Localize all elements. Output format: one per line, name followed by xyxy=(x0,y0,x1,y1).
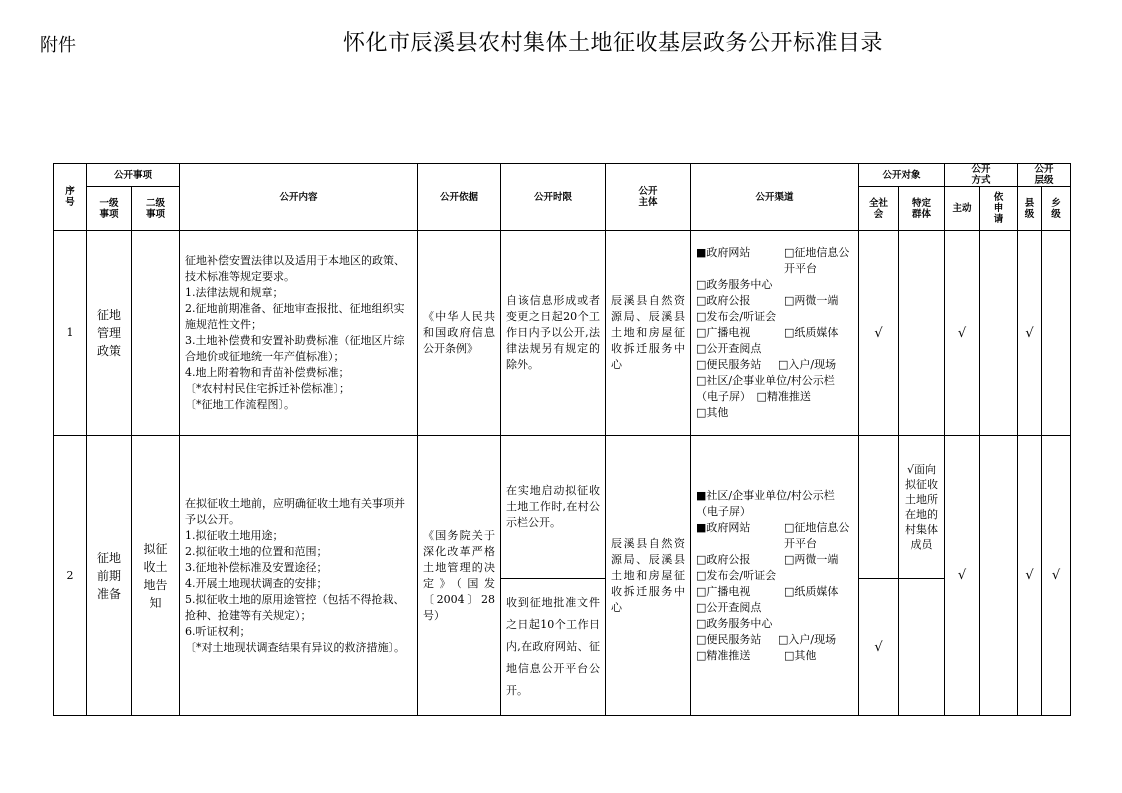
row-level2-item xyxy=(132,231,180,436)
row-level2-item: 拟征收土地告知 xyxy=(132,436,180,716)
channel-item: □便民服务站 xyxy=(696,358,762,371)
document-title: 怀化市辰溪县农村集体土地征收基层政务公开标准目录 xyxy=(343,31,884,56)
row-level-county: √ xyxy=(1018,231,1042,436)
table-row xyxy=(54,436,1071,579)
row-seq: 1 xyxy=(54,231,87,436)
row-target-specific xyxy=(899,231,945,436)
channel-item: □其他 xyxy=(784,648,817,662)
header-method-active: 主动 xyxy=(945,187,980,231)
channel-item: □广播电视 xyxy=(696,584,751,598)
channel-item: □入户/现场 xyxy=(778,632,837,646)
header-public-items: 公开事项 xyxy=(87,164,180,187)
channel-item: □发布会/听证会 xyxy=(696,310,777,323)
channel-item: ■社区/企事业单位/村公示栏（电子屏） xyxy=(696,488,835,518)
header-basis: 公开依据 xyxy=(418,164,501,231)
row-content: 征地补偿安置法律以及适用于本地区的政策、技术标准等规定要求。 1.法律法规和规章； 2.征地前期准备、征地审查报批、征地组织实施规范性文件； 3.土地补偿费和安置补助费标准（征地区片综合地价或征地统一年产值标准）； 4.地上附着物和青苗补偿费标准； 〔*农村村民住宅拆迁补偿标准〕； 〔*征地工作流程图〕。 xyxy=(180,231,418,436)
row-level1-item: 征地管理政策 xyxy=(87,231,132,436)
channel-item: ■政府网站 xyxy=(696,246,751,259)
header-target-specific: 特定群体 xyxy=(899,187,945,231)
channel-item: □发布会/听证会 xyxy=(696,568,777,582)
row-channels xyxy=(691,231,859,436)
header-level1-item: 一级事项 xyxy=(87,187,132,231)
row-method-request xyxy=(980,231,1018,436)
header-level-county: 县级 xyxy=(1018,187,1042,231)
row-level1-item: 征地前期准备 xyxy=(87,436,132,716)
row-target-specific-b xyxy=(899,579,945,716)
channel-item: □公开查阅点 xyxy=(696,600,762,614)
channel-item: □政务服务中心 xyxy=(696,278,773,291)
row-time-limit-b: 收到征地批准文件之日起10个工作日内,在政府网站、征地信息公开平台公开。 xyxy=(501,579,606,716)
row-method-active: √ xyxy=(945,231,980,436)
channel-item: □两微一端 xyxy=(784,294,839,307)
channel-item: □政府公报 xyxy=(696,294,751,307)
row-seq: 2 xyxy=(54,436,87,716)
channel-item: □征地信息公开平台 xyxy=(784,520,850,550)
header-method-request: 依申请 xyxy=(980,187,1018,231)
channel-item: □政务服务中心 xyxy=(696,616,773,630)
channel-item: □广播电视 xyxy=(696,326,751,339)
channel-item: □纸质媒体 xyxy=(784,326,839,339)
catalog-table xyxy=(53,163,1071,716)
header-seq: 序号 xyxy=(54,164,87,231)
header-channel: 公开渠道 xyxy=(691,164,859,231)
row-time-limit-a: 在实地启动拟征收土地工作时,在村公示栏公开。 xyxy=(501,436,606,579)
row-level-county: √ xyxy=(1018,436,1042,716)
channel-item: □便民服务站 xyxy=(696,632,762,646)
channel-item: □征地信息公开平台 xyxy=(784,246,850,275)
attachment-label: 附件 xyxy=(40,35,76,56)
row-method-active: √ xyxy=(945,436,980,716)
row-basis: 《中华人民共和国政府信息公开条例》 xyxy=(418,231,501,436)
row-subject: 辰溪县自然资源局、辰溪县土地和房屋征收拆迁服务中心 xyxy=(606,231,691,436)
row-level-town: √ xyxy=(1042,436,1071,716)
row-channels xyxy=(691,436,859,716)
channel-item: □其他 xyxy=(696,406,729,419)
row-time-limit: 自该信息形成或者变更之日起20个工作日内予以公开,法律法规另有规定的除外。 xyxy=(501,231,606,436)
row-subject: 辰溪县自然资源局、辰溪县土地和房屋征收拆迁服务中心 xyxy=(606,436,691,716)
header-level2-item: 二级事项 xyxy=(132,187,180,231)
channel-item: □社区/企事业单位/村公示栏（电子屏） xyxy=(696,374,835,403)
table-row xyxy=(54,231,1071,436)
channel-item: □两微一端 xyxy=(784,552,839,566)
channel-item: □公开查阅点 xyxy=(696,342,762,355)
row-basis: 《国务院关于深化改革严格土地管理的决定》（国发〔2004〕28号） xyxy=(418,436,501,716)
header-time-limit: 公开时限 xyxy=(501,164,606,231)
channel-item: □精准推送 xyxy=(696,648,751,662)
header-subject: 公开主体 xyxy=(606,164,691,231)
header-content: 公开内容 xyxy=(180,164,418,231)
channel-item: □精准推送 xyxy=(756,390,811,403)
row-target-all: √ xyxy=(859,231,899,436)
row-level-town xyxy=(1042,231,1071,436)
header-level-town: 乡级 xyxy=(1042,187,1071,231)
row-target-specific: √面向拟征收土地所在地的村集体成员 xyxy=(899,436,945,579)
header-method: 公开方式 xyxy=(945,164,1018,187)
header-level: 公开层级 xyxy=(1018,164,1071,187)
header-target: 公开对象 xyxy=(859,164,945,187)
channel-item: ■政府网站 xyxy=(696,520,751,534)
channel-item: □纸质媒体 xyxy=(784,584,839,598)
channel-item: □入户/现场 xyxy=(778,358,837,371)
channel-item: □政府公报 xyxy=(696,552,751,566)
row-target-all-a xyxy=(859,436,899,579)
row-method-request xyxy=(980,436,1018,716)
row-target-all-b: √ xyxy=(859,579,899,716)
row-content: 在拟征收土地前，应明确征收土地有关事项并予以公开。 1.拟征收土地用途； 2.拟征收土地的位置和范围； 3.征地补偿标准及安置途径； 4.开展土地现状调查的安排； 5.拟征收土地的原用途管控（包括不得抢栽、抢种、抢建等有关规定）； 6.听证权利； 〔*对土地现状调查结果有异议的救济措施〕。 xyxy=(180,436,418,716)
header-target-all: 全社会 xyxy=(859,187,899,231)
